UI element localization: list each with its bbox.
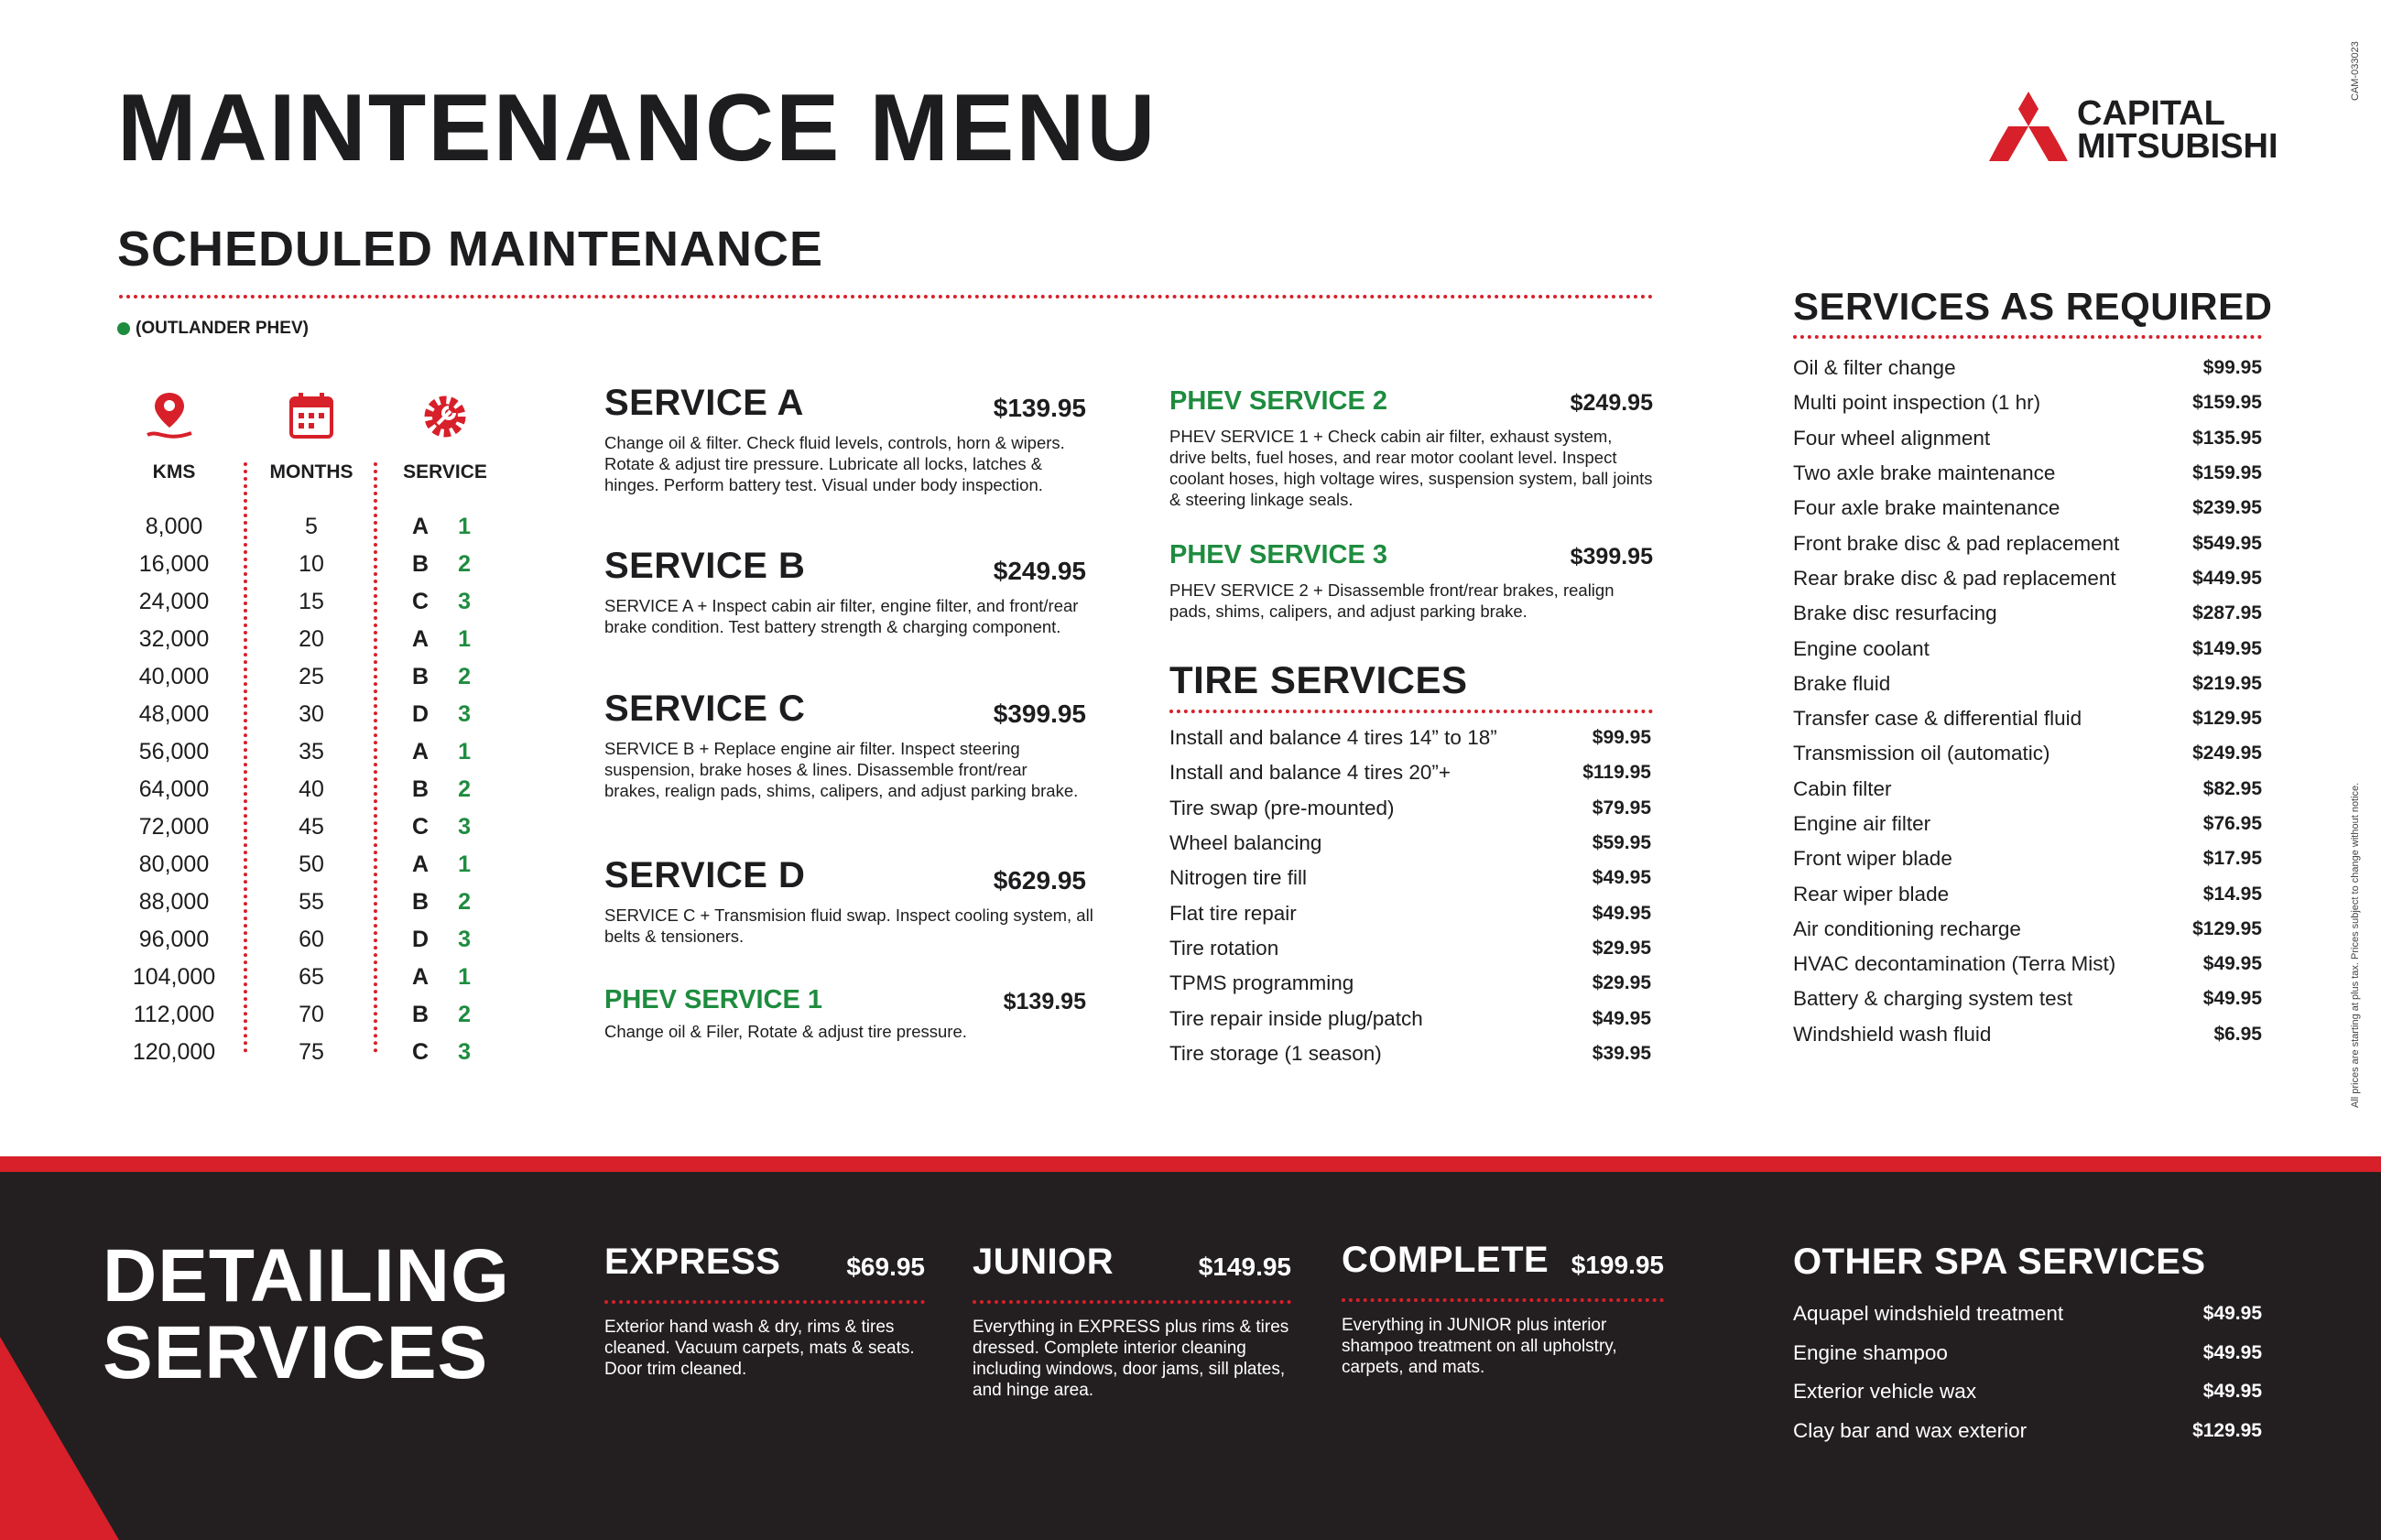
detail-complete xyxy=(1342,1242,1664,1378)
item-name: Four wheel alignment xyxy=(1793,426,1991,450)
item-name: Four axle brake maintenance xyxy=(1793,496,2060,520)
brand-line-1: CAPITAL xyxy=(2077,94,2225,133)
table-cell xyxy=(412,921,504,959)
item-name: Transmission oil (automatic) xyxy=(1793,742,2050,765)
table-cell xyxy=(412,658,504,696)
service-number: 2 xyxy=(458,776,471,802)
column-divider xyxy=(374,462,377,1053)
table-cell: 10 xyxy=(299,551,324,577)
service-number: 3 xyxy=(458,701,471,727)
item-price: $129.95 xyxy=(2192,1419,2262,1441)
item-name: Tire swap (pre-mounted) xyxy=(1169,796,1395,819)
divider xyxy=(1342,1298,1664,1302)
table-cell: 65 xyxy=(299,964,324,990)
service-desc: SERVICE B + Replace engine air filter. Inspect steering suspension, brake hoses & lines. Disassemble front/rear brakes, realign pads, shims, calipers, and adjust parking brake. xyxy=(604,739,1079,800)
item-price: $129.95 xyxy=(2192,917,2262,939)
item-name: Tire rotation xyxy=(1169,936,1279,960)
item-name: Tire storage (1 season) xyxy=(1169,1041,1382,1065)
table-cell: 25 xyxy=(299,664,324,689)
table-cell: 45 xyxy=(299,814,324,840)
item-name: Flat tire repair xyxy=(1169,901,1297,925)
table-cell: 88,000 xyxy=(138,889,210,915)
item-name: TPMS programming xyxy=(1169,971,1354,995)
list-item xyxy=(1793,981,2262,1016)
item-price: $129.95 xyxy=(2192,708,2262,730)
list-item xyxy=(1793,947,2262,981)
list-item xyxy=(1169,895,1651,930)
item-price: $159.95 xyxy=(2192,392,2262,414)
service-number: 3 xyxy=(458,1039,471,1065)
service-letter: B xyxy=(412,889,429,915)
red-stripe xyxy=(0,1156,2381,1172)
item-price: $14.95 xyxy=(2202,883,2262,905)
service-price: $629.95 xyxy=(993,866,1086,895)
service-desc: PHEV SERVICE 2 + Disassemble front/rear brakes, realign pads, shims, calipers, and adjust parking brake. xyxy=(1169,580,1615,621)
service-title: PHEV SERVICE 1 xyxy=(604,985,823,1014)
list-item xyxy=(1793,841,2262,876)
service-title: SERVICE B xyxy=(604,546,806,586)
phev-service-1 xyxy=(604,987,1086,1042)
item-price: $76.95 xyxy=(2202,813,2262,834)
as-required-heading: SERVICES AS REQUIRED xyxy=(1793,285,2273,328)
tire-heading: TIRE SERVICES xyxy=(1169,658,1468,701)
service-number: 3 xyxy=(458,927,471,952)
table-cell xyxy=(412,771,504,808)
table-cell xyxy=(412,996,504,1034)
item-price: $287.95 xyxy=(2192,602,2262,624)
item-price: $49.95 xyxy=(1592,867,1651,889)
gear-wrench-icon xyxy=(418,389,473,444)
table-cell xyxy=(412,959,504,996)
service-letter: A xyxy=(412,514,429,539)
tire-list xyxy=(1169,721,1651,1071)
item-price: $49.95 xyxy=(2202,953,2262,975)
service-desc: PHEV SERVICE 1 + Check cabin air filter, exhaust system, drive belts, fuel hoses, and rear motor coolant level. Inspect coolant hoses, high voltage wires, suspension system, ball joints & steering linkage seals. xyxy=(1169,427,1653,509)
service-title: SERVICE A xyxy=(604,383,804,423)
package-desc: Everything in JUNIOR plus interior shampoo treatment on all upholstry, carpets, and mats. xyxy=(1342,1316,1617,1377)
table-cell: 8,000 xyxy=(145,514,203,539)
service-letter: A xyxy=(412,964,429,990)
service-title: PHEV SERVICE 3 xyxy=(1169,540,1388,569)
table-cell: 30 xyxy=(299,701,324,727)
list-item xyxy=(1169,1036,1651,1071)
service-price: $399.95 xyxy=(993,700,1086,728)
item-name: Air conditioning recharge xyxy=(1793,916,2021,940)
table-cell xyxy=(412,884,504,921)
item-price: $249.95 xyxy=(2192,743,2262,765)
package-price: $69.95 xyxy=(846,1253,925,1281)
item-price: $49.95 xyxy=(2202,1381,2262,1403)
list-item xyxy=(1169,861,1651,895)
service-title: PHEV SERVICE 2 xyxy=(1169,386,1388,416)
list-item xyxy=(1793,561,2262,596)
service-desc: Change oil & Filer, Rotate & adjust tire pressure. xyxy=(604,1022,967,1041)
col-service: SERVICE xyxy=(403,461,487,483)
package-price: $149.95 xyxy=(1198,1253,1291,1281)
item-price: $39.95 xyxy=(1592,1042,1651,1064)
item-name: Oil & filter change xyxy=(1793,356,1956,380)
phev-service-3 xyxy=(1169,542,1653,622)
table-cell xyxy=(412,696,504,733)
col-kms: KMS xyxy=(152,461,196,483)
divider xyxy=(1793,335,2262,339)
package-name: JUNIOR xyxy=(973,1242,1114,1282)
table-cell xyxy=(412,808,504,846)
brand-line-2: MITSUBISHI xyxy=(2077,127,2278,166)
list-item xyxy=(1793,807,2262,841)
item-name: Rear wiper blade xyxy=(1793,882,1950,906)
detailing-title-line-2: SERVICES xyxy=(103,1311,489,1394)
item-price: $99.95 xyxy=(1592,727,1651,749)
location-pin-icon xyxy=(142,389,197,444)
item-name: Install and balance 4 tires 14” to 18” xyxy=(1169,726,1497,750)
service-c xyxy=(604,690,1086,801)
item-name: Front brake disc & pad replacement xyxy=(1793,531,2120,555)
list-item xyxy=(1169,966,1651,1001)
item-name: Install and balance 4 tires 20”+ xyxy=(1169,761,1451,785)
service-letter: B xyxy=(412,776,429,802)
table-cell xyxy=(412,583,504,621)
table-cell: 55 xyxy=(299,889,324,915)
page-title: MAINTENANCE MENU xyxy=(117,75,1158,181)
item-name: Rear brake disc & pad replacement xyxy=(1793,566,2116,590)
list-item xyxy=(1793,526,2262,560)
item-name: Front wiper blade xyxy=(1793,847,1952,871)
service-number: 1 xyxy=(458,739,471,765)
service-number: 2 xyxy=(458,1002,471,1027)
item-price: $449.95 xyxy=(2192,567,2262,589)
list-item xyxy=(1169,826,1651,861)
item-price: $49.95 xyxy=(1592,902,1651,924)
list-item xyxy=(1793,421,2262,456)
item-price: $149.95 xyxy=(2192,637,2262,659)
item-name: Windshield wash fluid xyxy=(1793,1022,1992,1046)
divider xyxy=(1169,710,1653,713)
service-letter: B xyxy=(412,664,429,689)
green-dot-icon xyxy=(117,322,130,335)
table-cell: 5 xyxy=(305,514,318,539)
service-letter: D xyxy=(412,701,429,727)
red-triangle-accent xyxy=(0,1337,119,1540)
as-required-list xyxy=(1793,351,2262,1052)
list-item xyxy=(1169,1001,1651,1036)
item-name: Exterior vehicle wax xyxy=(1793,1380,1977,1404)
fine-print: All prices are starting at plus tax. Prices subject to change without notice. xyxy=(2350,782,2361,1108)
item-price: $49.95 xyxy=(2202,988,2262,1010)
package-desc: Everything in EXPRESS plus rims & tires dressed. Complete interior cleaning including windows, door jams, sill plates, and hinge area. xyxy=(973,1318,1289,1400)
list-item xyxy=(1793,631,2262,666)
table-cell: 48,000 xyxy=(138,701,210,727)
service-number: 1 xyxy=(458,626,471,652)
package-price: $199.95 xyxy=(1571,1251,1664,1279)
item-name: Nitrogen tire fill xyxy=(1169,866,1308,890)
list-item xyxy=(1793,491,2262,526)
list-item xyxy=(1793,912,2262,947)
service-title: SERVICE C xyxy=(604,689,806,729)
table-cell xyxy=(412,733,504,771)
service-letter: C xyxy=(412,589,429,614)
mitsubishi-diamonds-icon xyxy=(1989,92,2068,161)
spa-heading: OTHER SPA SERVICES xyxy=(1793,1242,2206,1282)
list-item xyxy=(1169,721,1651,755)
table-cell: 75 xyxy=(299,1039,324,1065)
table-cell xyxy=(412,1034,504,1071)
list-item xyxy=(1169,755,1651,790)
item-price: $219.95 xyxy=(2192,672,2262,694)
service-number: 1 xyxy=(458,851,471,877)
service-b xyxy=(604,548,1086,637)
item-price: $59.95 xyxy=(1592,832,1651,854)
package-name: COMPLETE xyxy=(1342,1240,1549,1280)
item-price: $49.95 xyxy=(2202,1303,2262,1325)
divider xyxy=(119,295,1654,298)
spa-list xyxy=(1793,1295,2262,1450)
table-cell: 16,000 xyxy=(138,551,210,577)
table-cell: 120,000 xyxy=(132,1039,216,1065)
service-number: 2 xyxy=(458,551,471,577)
table-cell xyxy=(412,508,504,546)
list-item xyxy=(1793,351,2262,385)
package-desc: Exterior hand wash & dry, rims & tires cleaned. Vacuum carpets, mats & seats. Door trim cleaned. xyxy=(604,1318,915,1379)
table-cell: 35 xyxy=(299,739,324,765)
service-letter: C xyxy=(412,814,429,840)
service-number: 2 xyxy=(458,889,471,915)
service-letter: B xyxy=(412,551,429,577)
service-letter: A xyxy=(412,626,429,652)
table-cell: 96,000 xyxy=(138,927,210,952)
list-item xyxy=(1793,596,2262,631)
item-price: $29.95 xyxy=(1592,937,1651,959)
service-number: 1 xyxy=(458,964,471,990)
service-letter: A xyxy=(412,739,429,765)
divider xyxy=(604,1300,925,1304)
table-cell: 40,000 xyxy=(138,664,210,689)
list-item xyxy=(1793,1017,2262,1052)
item-price: $239.95 xyxy=(2192,497,2262,519)
table-cell: 104,000 xyxy=(132,964,216,990)
calendar-icon xyxy=(284,389,339,444)
package-name: EXPRESS xyxy=(604,1242,781,1282)
service-desc: SERVICE C + Transmision fluid swap. Inspect cooling system, all belts & tensioners. xyxy=(604,906,1093,946)
table-cell: 70 xyxy=(299,1002,324,1027)
service-d xyxy=(604,857,1099,947)
table-cell: 50 xyxy=(299,851,324,877)
service-price: $139.95 xyxy=(1003,989,1086,1014)
item-name: HVAC decontamination (Terra Mist) xyxy=(1793,952,2116,976)
service-letter: A xyxy=(412,851,429,877)
list-item xyxy=(1793,456,2262,491)
list-item xyxy=(1793,876,2262,911)
item-price: $29.95 xyxy=(1592,972,1651,994)
table-cell: 24,000 xyxy=(138,589,210,614)
table-cell xyxy=(412,621,504,658)
table-cell: 64,000 xyxy=(138,776,210,802)
service-title: SERVICE D xyxy=(604,855,806,895)
brand-logo xyxy=(1989,92,2068,166)
table-cell: 72,000 xyxy=(138,814,210,840)
item-name: Engine shampoo xyxy=(1793,1340,1948,1364)
service-number: 3 xyxy=(458,589,471,614)
item-price: $159.95 xyxy=(2192,462,2262,484)
item-price: $17.95 xyxy=(2202,848,2262,870)
item-name: Clay bar and wax exterior xyxy=(1793,1418,2028,1442)
item-price: $119.95 xyxy=(1582,762,1651,784)
service-number: 1 xyxy=(458,514,471,539)
item-name: Transfer case & differential fluid xyxy=(1793,707,2082,731)
table-cell xyxy=(412,846,504,884)
item-price: $549.95 xyxy=(2192,532,2262,554)
table-cell: 20 xyxy=(299,626,324,652)
item-name: Wheel balancing xyxy=(1169,831,1322,855)
table-cell: 32,000 xyxy=(138,626,210,652)
list-item xyxy=(1793,1372,2262,1412)
service-desc: SERVICE A + Inspect cabin air filter, engine filter, and front/rear brake condition. Test battery strength & charging component. xyxy=(604,596,1079,636)
service-letter: C xyxy=(412,1039,429,1065)
item-name: Brake disc resurfacing xyxy=(1793,602,1997,625)
item-name: Brake fluid xyxy=(1793,671,1891,695)
divider xyxy=(973,1300,1291,1304)
service-column xyxy=(412,508,504,1071)
list-item xyxy=(1793,1295,2262,1334)
list-item xyxy=(1793,701,2262,736)
item-name: Two axle brake maintenance xyxy=(1793,461,2056,485)
item-name: Engine coolant xyxy=(1793,636,1930,660)
item-name: Engine air filter xyxy=(1793,812,1931,835)
service-price: $399.95 xyxy=(1570,544,1653,569)
detailing-title-line-1: DETAILING xyxy=(103,1234,510,1318)
list-item xyxy=(1793,1334,2262,1373)
item-name: Battery & charging system test xyxy=(1793,987,2073,1011)
table-cell: 112,000 xyxy=(133,1002,215,1027)
item-name: Tire repair inside plug/patch xyxy=(1169,1006,1423,1030)
service-number: 3 xyxy=(458,814,471,840)
detailing-title xyxy=(103,1234,510,1394)
doc-code: CAM-033023 xyxy=(2350,41,2361,101)
phev-service-2 xyxy=(1169,388,1653,510)
table-cell: 15 xyxy=(299,589,324,614)
list-item xyxy=(1169,931,1651,966)
months-column xyxy=(275,508,348,1071)
table-cell: 80,000 xyxy=(138,851,210,877)
phev-note-label: (OUTLANDER PHEV) xyxy=(136,319,309,338)
list-item xyxy=(1793,1412,2262,1451)
scheduled-heading: SCHEDULED MAINTENANCE xyxy=(117,222,824,277)
table-cell xyxy=(412,546,504,583)
col-months: MONTHS xyxy=(269,461,353,483)
service-number: 2 xyxy=(458,664,471,689)
item-price: $82.95 xyxy=(2202,777,2262,799)
service-letter: B xyxy=(412,1002,429,1027)
service-desc: Change oil & filter. Check fluid levels, controls, horn & wipers. Rotate & adjust tire pressure. Lubricate all locks, latches & hinges. Perform battery test. Visual under body inspection. xyxy=(604,433,1065,494)
table-cell: 56,000 xyxy=(138,739,210,765)
item-name: Cabin filter xyxy=(1793,776,1892,800)
item-price: $135.95 xyxy=(2192,427,2262,449)
list-item xyxy=(1793,736,2262,771)
brand-name xyxy=(2077,94,2278,166)
list-item xyxy=(1793,772,2262,807)
kms-column xyxy=(128,508,220,1071)
item-price: $49.95 xyxy=(2202,1341,2262,1363)
service-letter: D xyxy=(412,927,429,952)
list-item xyxy=(1793,385,2262,420)
service-a xyxy=(604,385,1086,495)
detail-express xyxy=(604,1243,925,1380)
item-price: $49.95 xyxy=(1592,1007,1651,1029)
service-price: $249.95 xyxy=(1570,390,1653,416)
service-price: $139.95 xyxy=(993,394,1086,422)
list-item xyxy=(1169,791,1651,826)
item-name: Aquapel windshield treatment xyxy=(1793,1302,2064,1326)
table-cell: 40 xyxy=(299,776,324,802)
item-price: $79.95 xyxy=(1592,797,1651,819)
item-price: $99.95 xyxy=(2202,357,2262,379)
phev-note xyxy=(117,319,309,339)
table-cell: 60 xyxy=(299,927,324,952)
service-price: $249.95 xyxy=(993,557,1086,585)
item-price: $6.95 xyxy=(2213,1023,2262,1045)
list-item xyxy=(1793,667,2262,701)
item-name: Multi point inspection (1 hr) xyxy=(1793,391,2041,415)
column-divider xyxy=(244,462,247,1053)
detail-junior xyxy=(973,1243,1291,1401)
